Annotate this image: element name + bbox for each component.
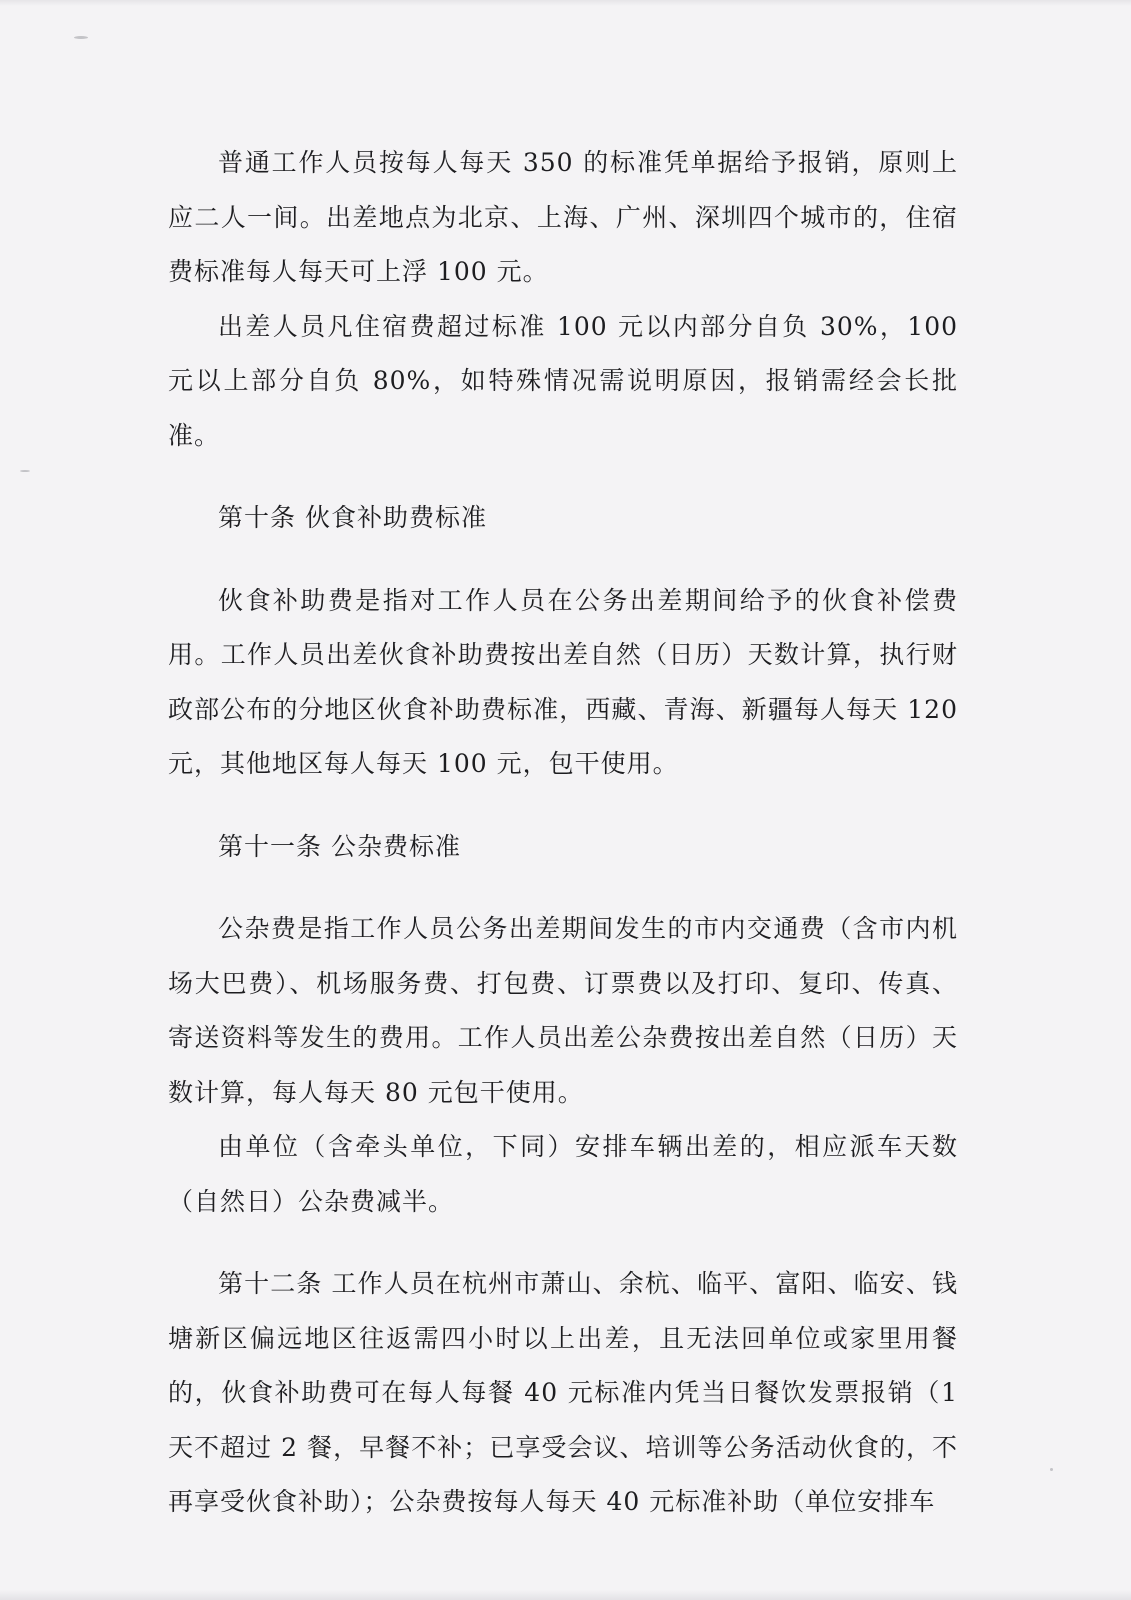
article-10-heading: 第十条 伙食补助费标准 [218, 503, 487, 532]
paragraph-misc-expense: 公杂费是指工作人员公务出差期间发生的市内交通费（含市内机场大巴费）、机场服务费、打包费、订票费以及打印、复印、传真、寄送资料等发生的费用。工作人员出差公杂费按出差自然（日历）天数计算，每人每天 80 元包干使用。 [168, 914, 958, 1107]
document-body [168, 136, 958, 1530]
scan-speck [74, 36, 88, 39]
scan-edge-top [0, 0, 1131, 6]
scan-edge-bottom [0, 1590, 1131, 1600]
paragraph-lodging-excess: 出差人员凡住宿费超过标准 100 元以内部分自负 30%，100 元以上部分自负 80%，如特殊情况需说明原因，报销需经会长批准。 [168, 311, 958, 450]
article-12-paragraph: 第十二条 工作人员在杭州市萧山、余杭、临平、富阳、临安、钱塘新区偏远地区往返需四小时以上出差，且无法回单位或家里用餐的，伙食补助费可在每人每餐 40 元标准内凭当日餐饮发票报销（1 天不超过 2 餐，早餐不补；已享受会议、培训等公务活动伙食的，不再享受伙食补助）；公杂费按每人每天 40 元标准补助（单位安排车 [168, 1269, 958, 1516]
paragraph-vehicle-halving: 由单位（含牵头单位，下同）安排车辆出差的，相应派车天数（自然日）公杂费减半。 [168, 1132, 958, 1216]
paragraph-meal-allowance: 伙食补助费是指对工作人员在公务出差期间给予的伙食补偿费用。工作人员出差伙食补助费按出差自然（日历）天数计算，执行财政部公布的分地区伙食补助费标准，西藏、青海、新疆每人每天 120 元，其他地区每人每天 100 元，包干使用。 [168, 585, 958, 778]
paragraph-lodging-standard: 普通工作人员按每人每天 350 的标准凭单据给予报销，原则上应二人一间。出差地点为北京、上海、广州、深圳四个城市的，住宿费标准每人每天可上浮 100 元。 [168, 148, 958, 286]
article-11-heading: 第十一条 公杂费标准 [218, 831, 461, 861]
scan-speck [20, 470, 30, 472]
scan-speck [1050, 1468, 1053, 1471]
